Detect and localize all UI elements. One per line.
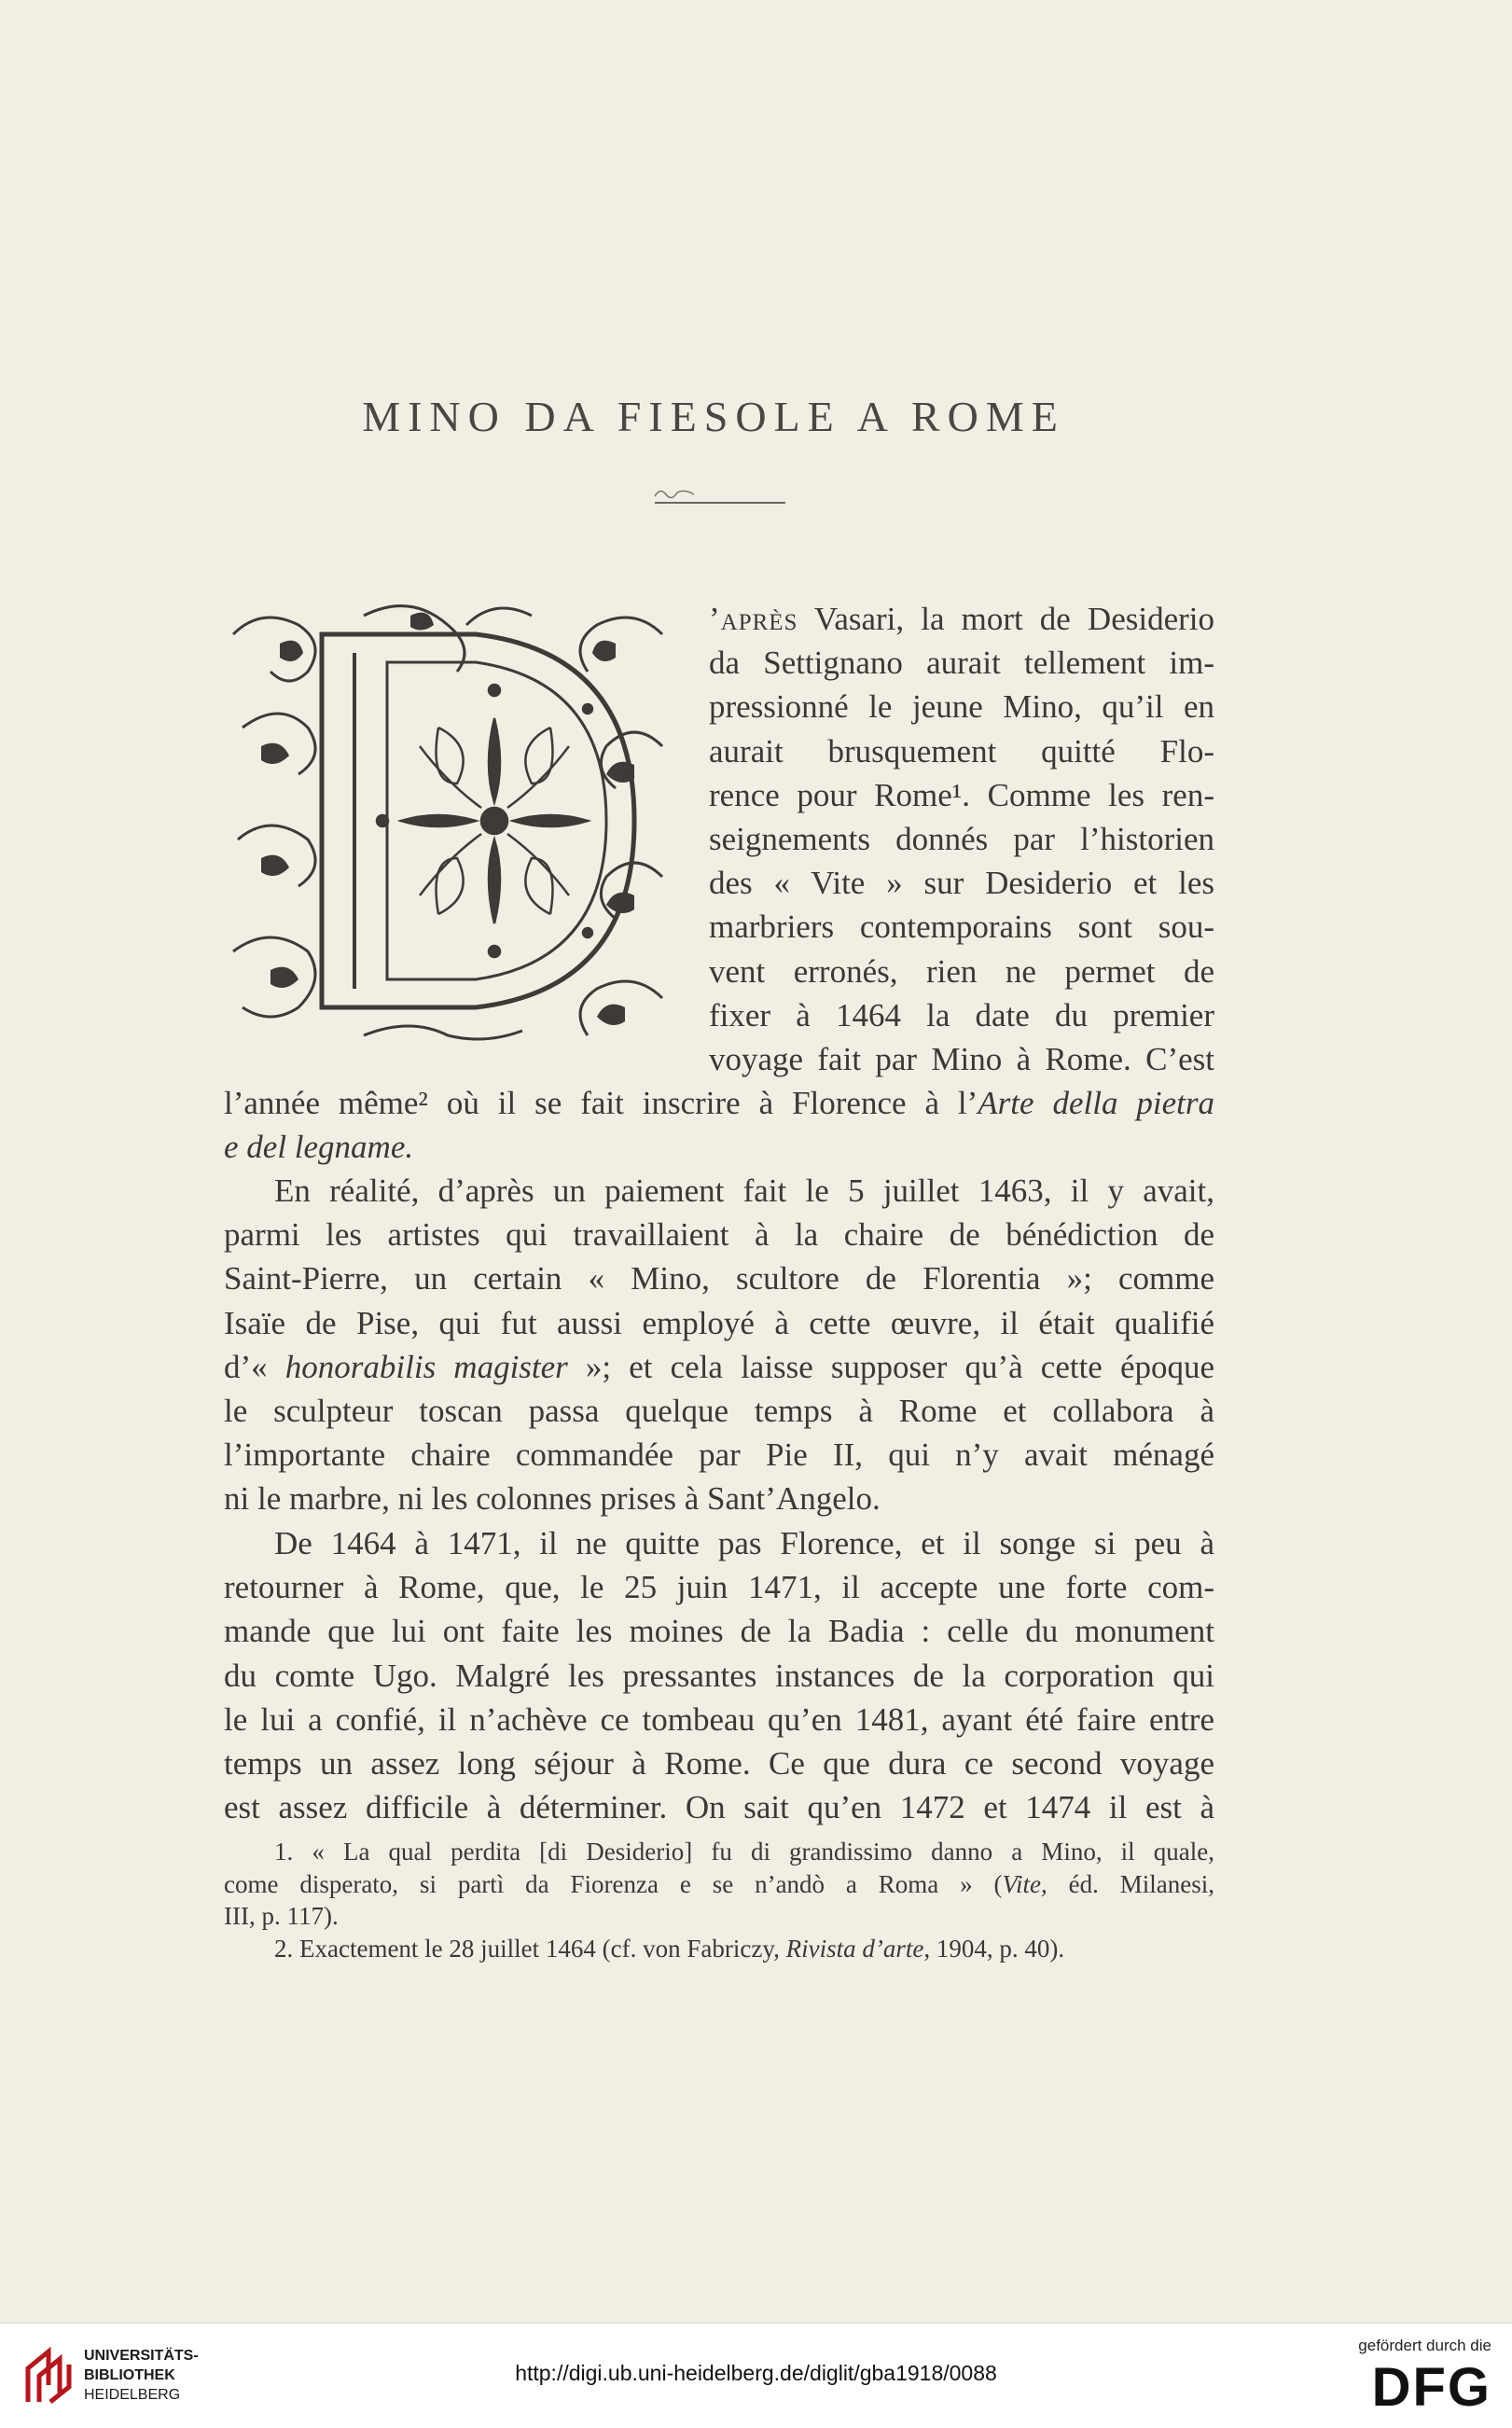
lead-paragraph-continued: [224, 1081, 1214, 1169]
footnote-1-line: III, p. 117).: [224, 1902, 339, 1930]
body-line: du comte Ugo. Malgré les pressantes instances de la corporation qui: [224, 1657, 1214, 1694]
lead-paragraph: [709, 597, 1214, 1081]
body-line: d’« honorabilis magister »; et cela laisse supposer qu’à cette époque: [224, 1348, 1215, 1385]
dfg-logo[interactable]: DFG: [1371, 2357, 1491, 2418]
lead-line: rence pour Rome¹. Comme les ren-: [709, 776, 1214, 813]
footnote-1-line: come disperato, si partì da Fiorenza e se n’andò a Roma » (Vite, éd. Milanesi,: [224, 1869, 1214, 1898]
body-line: e del legname.: [224, 1129, 414, 1166]
lead-line: da Settignano aurait tellement im-: [709, 645, 1214, 682]
lead-line: voyage fait par Mino à Rome. C’est: [709, 1041, 1214, 1078]
paragraph-2: [224, 1169, 1214, 1521]
lead-line: ’après Vasari, la mort de Desiderio: [709, 601, 1214, 637]
body-line: parmi les artistes qui travaillaient à la chaire de bénédiction de: [224, 1216, 1214, 1254]
footnotes: [224, 1836, 1214, 1964]
body-line: retourner à Rome, que, le 25 juin 1471, il accepte une forte com-: [224, 1569, 1214, 1606]
library-name: UNIVERSITÄTS- BIBLIOTHEK HEIDELBERG: [84, 2348, 199, 2403]
lead-line: marbriers contemporains sont sou-: [709, 909, 1214, 946]
body-line: En réalité, d’après un paiement fait le 5 juillet 1463, il y avait,: [274, 1172, 1214, 1209]
lead-line: fixer à 1464 la date du premier: [709, 996, 1214, 1034]
body-line: Saint-Pierre, un certain « Mino, scultore de Florentia »; comme: [224, 1260, 1214, 1297]
body-line: mande que lui ont faite les moines de la Badia : celle du monument: [224, 1613, 1214, 1650]
footnote-1-line: 1. « La qual perdita [di Desiderio] fu di grandissimo danno a Mino, il quale,: [274, 1838, 1214, 1866]
title-rule: [655, 502, 785, 504]
ornamental-initial-d: [224, 597, 675, 1045]
body-line: le sculpteur toscan passa quelque temps à Rome et collabora à: [224, 1393, 1214, 1430]
body-line: est assez difficile à déterminer. On sait qu’en 1472 et 1474 il est à: [224, 1789, 1214, 1826]
article-title: MINO DA FIESOLE A ROME: [362, 393, 1065, 440]
permalink-url[interactable]: http://digi.ub.uni-heidelberg.de/diglit/gba1918/0088: [515, 2361, 997, 2385]
paragraph-3: [224, 1521, 1214, 1829]
footnote-2: 2. Exactement le 28 juillet 1464 (cf. von Fabriczy, Rivista d’arte, 1904, p. 40).: [274, 1934, 1065, 1963]
lead-line: pressionné le jeune Mino, qu’il en: [709, 688, 1214, 726]
body-line: ni le marbre, ni les colonnes prises à Sant’Angelo.: [224, 1480, 881, 1518]
body-line: le lui a confié, il n’achève ce tombeau qu’en 1481, ayant été faire entre: [224, 1700, 1214, 1738]
body-line: l’importante chaire commandée par Pie II, qui n’y avait ménagé: [224, 1436, 1214, 1474]
title-flourish-ornament: [653, 483, 709, 502]
lead-line: vent erronés, rien ne permet de: [709, 952, 1214, 990]
lead-line: seignements donnés par l’historien: [709, 821, 1214, 858]
body-line: temps un assez long séjour à Rome. Ce que dura ce second voyage: [224, 1745, 1214, 1783]
funding-label: gefördert durch die: [1358, 2337, 1491, 2354]
lead-line: des « Vite » sur Desiderio et les: [709, 865, 1214, 902]
viewer-footer: [0, 2323, 1512, 2428]
body-line: De 1464 à 1471, il ne quitte pas Florence, et il songe si peu à: [274, 1525, 1214, 1561]
body-line: l’année même² où il se fait inscrire à Florence à l’Arte della pietra: [224, 1085, 1214, 1121]
lead-line: aurait brusquement quitté Flo-: [709, 732, 1214, 770]
body-line: Isaïe de Pise, qui fut aussi employé à cette œuvre, il était qualifié: [224, 1304, 1214, 1341]
